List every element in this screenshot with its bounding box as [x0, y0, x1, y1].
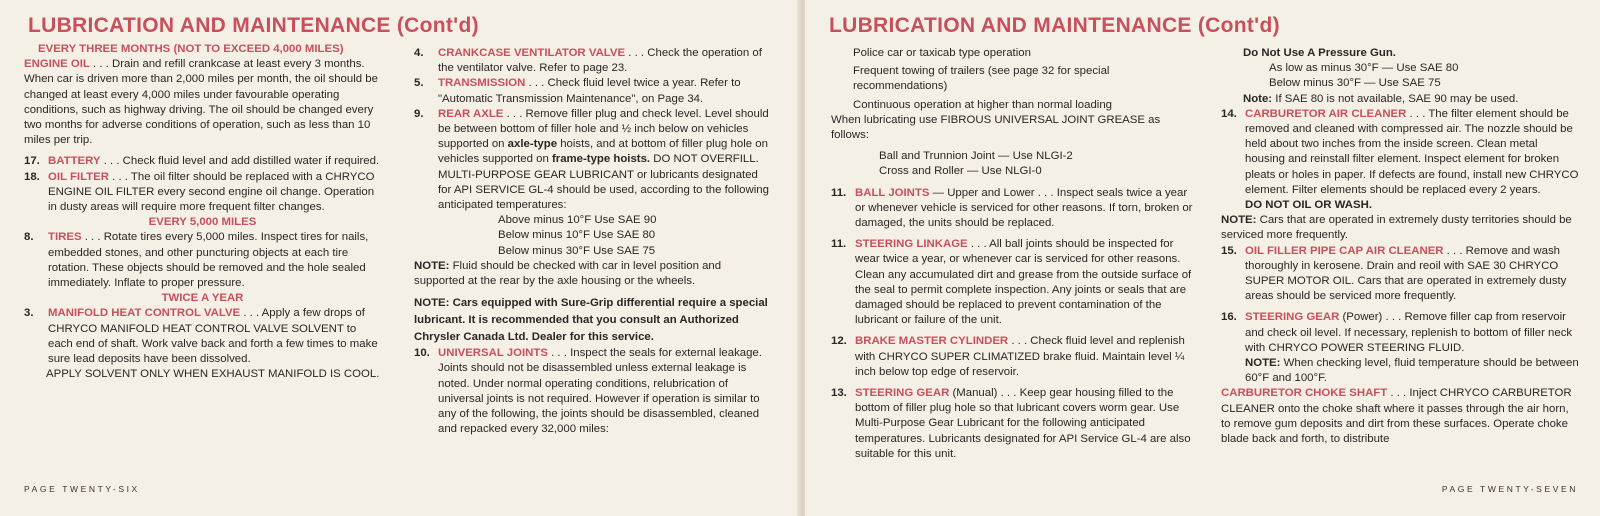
sae-note	[1221, 92, 1579, 107]
item-number: 15.	[1221, 244, 1237, 257]
list-item-16	[1221, 310, 1579, 356]
temperature-row: Below minus 30°F — Use SAE 75	[1269, 77, 1441, 90]
left-column-1	[24, 42, 381, 382]
item-label: CARBURETOR CHOKE SHAFT	[1221, 387, 1388, 400]
item-text: . . . Drain and refill crankcase at least every 3 months. When car is driven more than 2,000 miles per month, the oil should be changed at least every 4,000 miles under favourable operating conditions, such as highway driving. The oil should be changed every two months for adverse conditions of operation, such as less than 10 miles per trip.	[24, 58, 378, 147]
item-text: . . . Check fluid level twice a year. Refer to "Automatic Transmission Maintenance", on Page 34.	[438, 77, 741, 105]
item-label: BRAKE MASTER CYLINDER	[855, 335, 1009, 348]
list-item-5	[414, 76, 774, 106]
list-item-4	[414, 46, 774, 76]
choke-shaft-paragraph	[1221, 386, 1579, 447]
item-number: 11.	[831, 186, 847, 199]
item-text: . . . Apply a few drops of CHRYCO MANIFOLD HEAT CONTROL VALVE SOLVENT to each end of shaft. Work valve back and forth a few times to make sure lead deposits have been dissolved.	[48, 307, 378, 366]
list-item-9	[414, 107, 774, 213]
condition-item: Police car or taxicab type operation	[853, 47, 1031, 59]
item-number: 8.	[24, 231, 34, 244]
do-not-oil-warning: DO NOT OIL OR WASH.	[1245, 199, 1372, 212]
item-text: . . . All ball joints should be inspected for wear twice a year, or whenever car is serviced for other reasons. Clean any accumulated dirt and grease from the outside surface of the seal to permit complete inspection. Any joints or seals that are damaged should be replaced to prevent contamination of the lubricant or failure of the unit.	[855, 238, 1192, 327]
item-number: 17.	[24, 155, 40, 168]
condition-item: Frequent towing of trailers (see page 32 for special recommendations)	[853, 65, 1110, 93]
right-page	[805, 0, 1600, 516]
item-label: TRANSMISSION	[438, 77, 526, 90]
item-number: 14.	[1221, 107, 1237, 120]
note-label: NOTE:	[1245, 357, 1281, 370]
sure-grip-note: NOTE: Cars equipped with Sure-Grip differential require a special lubricant. It is recommended that you consult an Authorized Chrysler Canada Ltd. Dealer for this service.	[414, 297, 768, 344]
item-label: CRANKCASE VENTILATOR VALVE	[438, 47, 626, 59]
list-item-15	[1221, 244, 1579, 305]
item-number: 9.	[414, 107, 424, 120]
grease-type: Cross and Roller — Use NLGI-0	[879, 165, 1042, 178]
engine-oil-paragraph	[24, 57, 381, 148]
item-text: — Upper and Lower . . . Inspect seals twice a year or whenever vehicle is serviced for other reasons. If torn, broken or damaged, the units should be replaced.	[855, 186, 1193, 230]
list-item-11-ball-joints	[831, 186, 1196, 232]
temperature-row: As low as minus 30°F — Use SAE 80	[1269, 62, 1459, 75]
right-column-1	[831, 46, 1196, 462]
left-column-2	[414, 46, 774, 437]
note-text: Fluid should be checked with car in level position and supported at the rear by the axle housing or the wheels.	[414, 259, 722, 288]
item-text: . . . Remove filler plug and check level. Level should be between bottom of filler hole and ½ inch below on vehicles supported on	[438, 107, 769, 151]
item-number: 13.	[831, 387, 847, 400]
note-label: NOTE:	[1221, 214, 1257, 227]
item-number: 3.	[24, 307, 34, 320]
list-item-3	[24, 306, 381, 367]
item-text: DO NOT OVERFILL. MULTI-PURPOSE GEAR LUBRICANT or lubricants designated for API SERVICE GL-4 should be used, according to the following anticipated temperatures:	[438, 153, 769, 212]
item-number: 5.	[414, 77, 424, 90]
item-label: OIL FILLER PIPE CAP AIR CLEANER	[1245, 244, 1444, 257]
temperature-row: Below minus 30°F Use SAE 75	[498, 244, 656, 257]
item-label: TIRES	[48, 231, 82, 244]
item-number: 12.	[831, 335, 847, 348]
item-label: STEERING GEAR	[855, 387, 950, 400]
item-text: . . . Inject CHRYCO CARBURETOR CLEANER onto the choke shaft where it passes through the air horn, to remove gum deposits and dirt from these surfaces. Operate choke blade back and forth, to distribute	[1221, 387, 1572, 446]
item-text: . . . Keep gear housing filled to the bottom of filler plug hole so that lubricant covers worm gear. Use Multi-Purpose Gear Lubricant for the following anticipated temperatures. Lubricants designated for API Service GL-4 are also suitable for this unit.	[855, 387, 1191, 460]
item-label: STEERING LINKAGE	[855, 238, 968, 251]
note-text: Cars that are operated in extremely dusty territories should be serviced more frequently.	[1221, 214, 1572, 242]
list-item-11-steering-linkage	[831, 237, 1196, 328]
item-qualifier: (Manual)	[949, 387, 998, 400]
item-label: UNIVERSAL JOINTS	[438, 347, 548, 360]
axle-note	[414, 259, 774, 289]
right-column-2	[1221, 46, 1579, 447]
page-title: LUBRICATION AND MAINTENANCE (Cont'd)	[829, 14, 1280, 37]
grease-paragraph: When lubricating use FIBROUS UNIVERSAL JOINT GREASE as follows:	[831, 113, 1161, 142]
list-item-8	[24, 230, 381, 291]
item-label: REAR AXLE	[438, 107, 504, 120]
item-label: MANIFOLD HEAT CONTROL VALVE	[48, 307, 241, 320]
item-qualifier: (Power)	[1339, 311, 1383, 324]
pressure-gun-warning: Do Not Use A Pressure Gun.	[1243, 47, 1396, 59]
section-heading: TWICE A YEAR	[161, 292, 244, 305]
item-text: . . . Check the operation of the ventilator valve. Refer to page 23.	[438, 47, 762, 75]
list-item-14	[1221, 107, 1579, 198]
item-text: . . . Inspect the seals for external leakage. Joints should not be disassembled unless external leakage is noted. Under normal operating conditions, relubrication of universal joints is not required. However if operation is similar to any of the following, the joints should be disassembled, cleaned and repacked every 32,000 miles:	[438, 347, 762, 436]
item-text: . . . The oil filter should be replaced with a CHRYCO ENGINE OIL FILTER every second engine oil change. Operation in dusty areas will require more frequent filter changes.	[48, 170, 375, 214]
item-text: . . . Remove and wash thoroughly in kerosene. Drain and reoil with SAE 30 CHRYCO SUPER MOTOR OIL. Cars that are operated in extremely dusty areas should be serviced more frequently.	[1245, 244, 1567, 303]
dusty-note	[1221, 213, 1579, 243]
solvent-note: APPLY SOLVENT ONLY WHEN EXHAUST MANIFOLD IS COOL.	[46, 368, 380, 381]
temperature-row: Below minus 10°F Use SAE 80	[498, 229, 656, 242]
item-label: BALL JOINTS	[855, 186, 930, 199]
item-emphasis: frame-type hoists.	[551, 153, 651, 166]
item-text: . . . Remove filler cap from reservoir and check oil level. If necessary, replenish to bottom of filler neck with CHRYCO POWER STEERING FLUID.	[1245, 311, 1573, 354]
item-text: hoists, and at bottom of filler plug hole on vehicles supported on	[438, 138, 768, 166]
item-emphasis: axle-type	[507, 138, 558, 151]
list-item-12	[831, 334, 1196, 380]
fluid-temperature-note	[1221, 356, 1579, 386]
item-label: STEERING GEAR	[1245, 311, 1340, 324]
item-label: CARBURETOR AIR CLEANER	[1245, 107, 1407, 120]
page-title: LUBRICATION AND MAINTENANCE (Cont'd)	[28, 14, 479, 37]
item-label: BATTERY	[48, 155, 101, 168]
section-heading: EVERY THREE MONTHS (NOT TO EXCEED 4,000 MILES)	[38, 43, 344, 55]
note-label: Note:	[1243, 92, 1273, 105]
note-text: If SAE 80 is not available, SAE 90 may be used.	[1272, 92, 1519, 105]
item-text: . . . Check fluid level and add distilled water if required.	[100, 155, 380, 168]
temperature-row: Above minus 10°F Use SAE 90	[498, 214, 657, 227]
list-item-13	[831, 386, 1196, 462]
item-number: 11.	[831, 238, 847, 251]
item-text: . . . Rotate tires every 5,000 miles. Inspect tires for nails, embedded stones, and other puncturing objects at each tire rotation. These objects should be removed and the hole sealed immediately. Inflate to proper pressure.	[48, 231, 369, 290]
item-label: OIL FILTER	[48, 170, 109, 183]
list-item-17	[24, 154, 381, 169]
page-footer: PAGE TWENTY-SEVEN	[1441, 484, 1578, 494]
list-item-18	[24, 170, 381, 216]
item-number: 18.	[24, 170, 40, 183]
page-footer: PAGE TWENTY-SIX	[24, 484, 140, 494]
grease-type: Ball and Trunnion Joint — Use NLGI-2	[879, 150, 1073, 163]
item-text: . . . Check fluid level and replenish with CHRYCO SUPER CLIMATIZED brake fluid. Maintain level ¼ inch below top edge of reservoir.	[855, 335, 1185, 378]
item-label: ENGINE OIL	[24, 58, 90, 71]
note-label: NOTE:	[414, 259, 450, 272]
item-text: . . . The filter element should be removed and cleaned with compressed air. The nozzle should be held about two inches from the inside screen. Clean metal housing and reinstall filter element. Inspect element for broken pleats or holes in paper. If defects are found, install new CHRYCO element. Filter elements should be replaced every 2 years.	[1245, 107, 1579, 196]
note-text: When checking level, fluid temperature should be between 60°F and 100°F.	[1245, 357, 1579, 385]
section-heading: EVERY 5,000 MILES	[148, 216, 257, 229]
list-item-10	[414, 346, 774, 437]
item-number: 10.	[414, 347, 430, 360]
item-number: 16.	[1221, 311, 1237, 324]
item-number: 4.	[414, 47, 424, 59]
condition-item: Continuous operation at higher than normal loading	[853, 98, 1112, 111]
